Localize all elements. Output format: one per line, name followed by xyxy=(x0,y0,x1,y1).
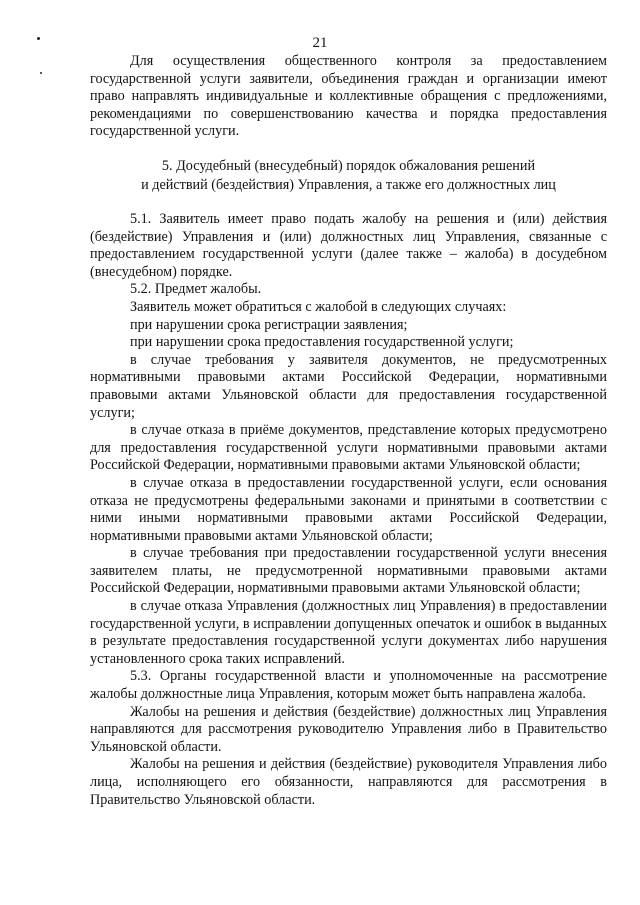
intro-paragraph: Для осуществления общественного контроля за предоставлением государственной услуги заявители, объединения граждан и организации имеют право направлять индивидуальные и коллективные обращения с предложениями, рекомендациями по совершенствованию качества и порядка предоставления государственной услуги. xyxy=(90,53,607,140)
case-item: в случае требования при предоставлении государственной услуги внесения заявителем платы, не предусмотренной нормативными правовыми актами Российской Федерации, нормативными правовыми актами Ульяновской области; xyxy=(90,545,607,597)
scan-mark-dot xyxy=(40,72,42,74)
paragraph-head-complaints: Жалобы на решения и действия (бездействие) руководителя Управления либо лица, исполняющего его обязанности, направляются для рассмотрения в Правительство Ульяновской области. xyxy=(90,756,607,808)
paragraph-5-2: 5.2. Предмет жалобы. xyxy=(130,281,262,298)
case-item: в случае отказа в предоставлении государственной услуги, если основания отказа не предусмотрены федеральными законами и принятыми в соответствии с ними иными нормативными правовыми актами Российской Федерации, нормативными правовыми актами Ульяновской области; xyxy=(90,474,607,544)
paragraph-officials-complaints: Жалобы на решения и действия (бездействие) должностных лиц Управления направляются для рассмотрения руководителю Управления либо в Правительство Ульяновской области. xyxy=(90,703,607,755)
paragraph-5-3: 5.3. Органы государственной власти и уполномоченные на рассмотрение жалобы должностные лица Управления, которым может быть направлена жалоба. xyxy=(90,668,607,703)
section-heading-line1: 5. Досудебный (внесудебный) порядок обжалования решений xyxy=(161,158,536,174)
paragraph-cases-intro: Заявитель может обратиться с жалобой в следующих случаях: xyxy=(130,298,507,315)
section-body xyxy=(90,211,607,809)
case-item: в случае отказа Управления (должностных лиц Управления) в предоставлении государственной услуги, в исправлении допущенных опечаток и ошибок в выданных в результате предоставления государственной услуги документах либо нарушения установленного срока таких исправлений. xyxy=(90,598,607,667)
case-item: при нарушении срока регистрации заявления; xyxy=(130,316,408,333)
case-item: в случае требования у заявителя документов, не предусмотренных нормативными правовыми актами Российской Федерации, нормативными правовыми актами Ульяновской области для предоставления государственной услуги; xyxy=(90,351,607,421)
page-number: 21 xyxy=(312,35,328,51)
section-heading xyxy=(90,157,607,195)
paragraph-5-1: 5.1. Заявитель имеет право подать жалобу на решения и (или) действия (бездействие) Управления и (или) должностных лиц Управления, связанные с предоставлением государственной услуги (далее также – жалоба) в досудебном (внесудебном) порядке. xyxy=(90,211,607,280)
case-item: при нарушении срока предоставления государственной услуги; xyxy=(130,334,514,351)
section-heading-line2: и действий (бездействия) Управления, а также его должностных лиц xyxy=(141,177,556,193)
case-item: в случае отказа в приёме документов, представление которых предусмотрено для предоставления государственной услуги нормативными правовыми актами Российской Федерации, нормативными правовыми актами Ульяновской области; xyxy=(90,422,607,474)
